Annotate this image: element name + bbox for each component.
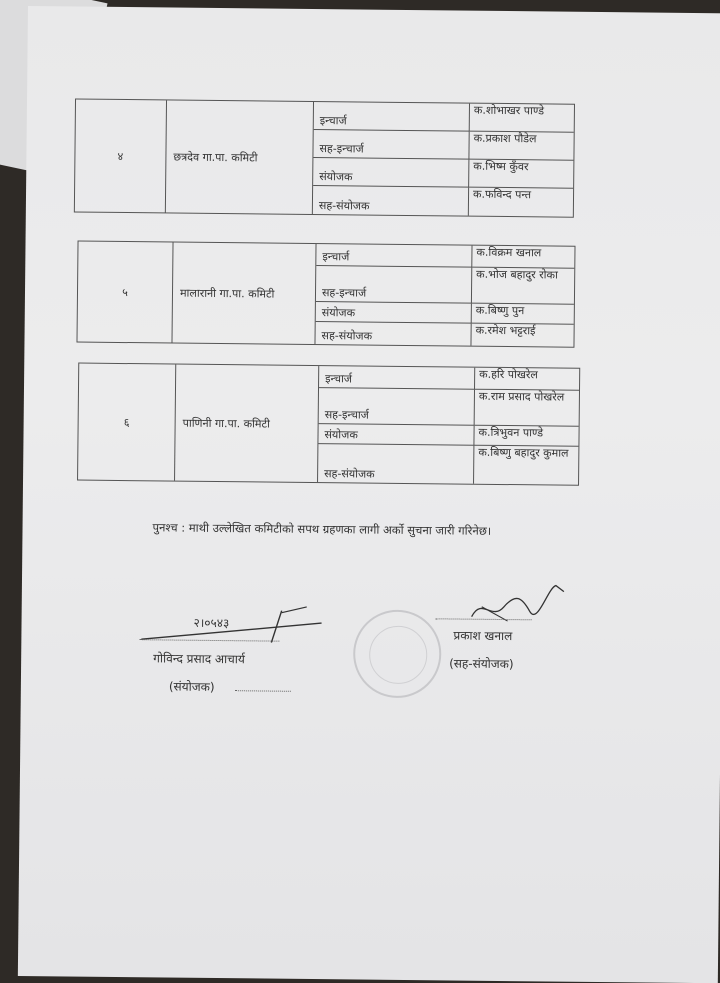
- person-cell: क.रमेश भट्टराई: [475, 323, 536, 338]
- role-cell: सह-इन्चार्ज: [313, 130, 469, 160]
- committee-number: ४: [75, 100, 167, 213]
- role-cell: संयोजक: [316, 302, 472, 324]
- left-signatory-title: (संयोजक): [168, 679, 215, 694]
- person-cell: क.बिष्णु बहादुर कुमाल: [478, 445, 569, 460]
- committee-number: ५: [77, 242, 173, 343]
- role-cell: इन्चार्ज: [314, 102, 470, 132]
- person-cell: क.भिष्म कुँवर: [469, 160, 573, 189]
- person-cell: क.हरि पोखरेल: [475, 368, 579, 391]
- committee-name: पाणिनी गा.पा. कमिटी: [174, 365, 319, 483]
- right-signatory-name: प्रकाश खनाल: [453, 628, 513, 644]
- committee-name: छत्रदेव गा.पा. कमिटी: [165, 100, 314, 214]
- committee-name: मालारानी गा.पा. कमिटी: [171, 243, 316, 345]
- role-cell: इन्चार्ज: [316, 244, 472, 268]
- role-cell: सह-इन्चार्ज: [319, 388, 475, 426]
- role-cell: सह-इन्चार्ज: [316, 266, 472, 304]
- right-signatory-title: (सह-संयोजक): [449, 656, 514, 672]
- document-page: [18, 6, 720, 983]
- person-cell: क.राम प्रसाद पोखरेल: [475, 390, 579, 427]
- role-cell: इन्चार्ज: [319, 366, 475, 390]
- person-cell: क.फविन्द पन्त: [472, 187, 532, 202]
- role-cell: सह-संयोजक: [315, 322, 471, 346]
- person-cell: क.त्रिभुवन पाण्डे: [474, 426, 578, 447]
- role-cell: सह-संयोजक: [313, 186, 469, 216]
- person-cell: क.भोज बहादुर रोका: [472, 268, 574, 305]
- person-cell: क.बिष्णु पुन: [472, 304, 574, 325]
- person-cell: क.प्रकाश पौडेल: [469, 132, 573, 161]
- faint-official-stamp: [353, 609, 442, 698]
- role-cell: संयोजक: [318, 424, 474, 446]
- committee-number: ६: [78, 364, 176, 481]
- person-cell: क.शोभाखर पाण्डे: [470, 104, 574, 133]
- left-handwritten-number: २।०५४३: [193, 615, 230, 631]
- role-cell: सह-संयोजक: [318, 444, 474, 484]
- person-cell: क.विक्रम खनाल: [472, 246, 574, 269]
- left-signatory-name: गोविन्द प्रसाद आचार्य: [153, 651, 245, 667]
- committee-table-4: [74, 98, 575, 217]
- postscript-note: पुनश्च : माथी उल्लेखित कमिटीको सपथ ग्रहणका लागी अर्को सुचना जारी गरिनेछ।: [152, 520, 492, 538]
- committee-table-5: [76, 241, 575, 348]
- left-title-dash: [235, 690, 291, 692]
- committee-table-6: [77, 363, 580, 486]
- left-signature: [131, 599, 332, 651]
- role-cell: संयोजक: [313, 158, 469, 188]
